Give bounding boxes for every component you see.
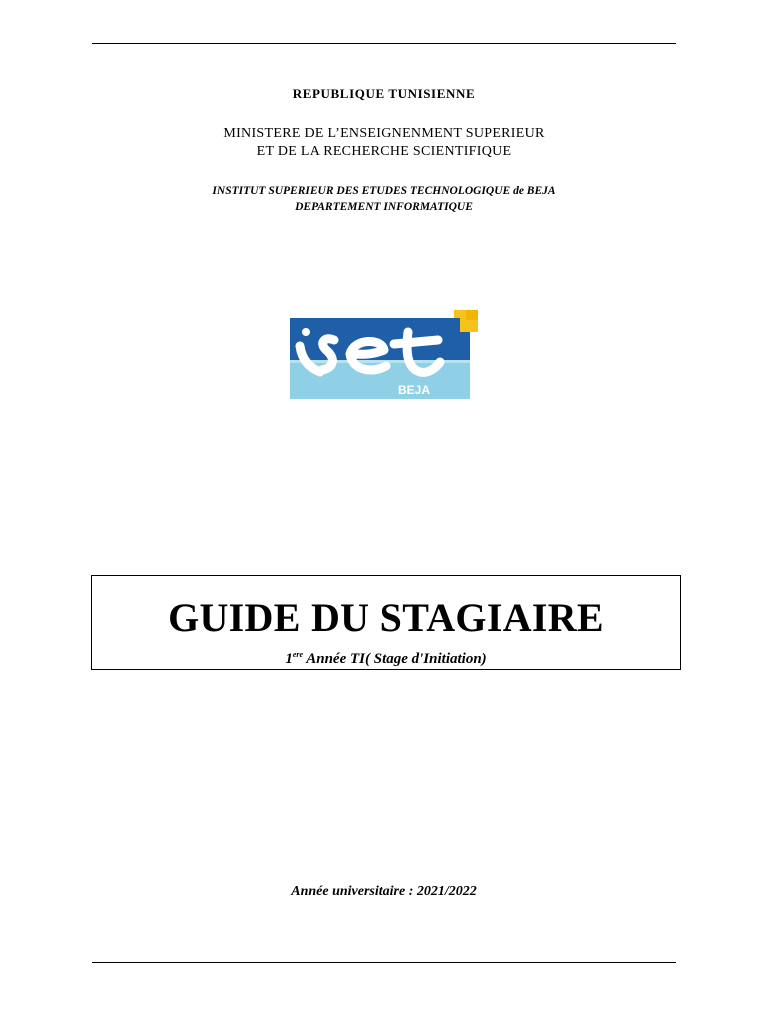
subtitle-year-number: 1 (285, 651, 293, 667)
institute-heading (0, 183, 768, 215)
ministry-line-2: ET DE LA RECHERCHE SCIENTIFIQUE (256, 144, 512, 159)
academic-year: Année universitaire : 2021/2022 (291, 884, 477, 899)
document-subtitle (92, 650, 680, 668)
iset-logo-graphic (290, 310, 478, 399)
department-line: DEPARTEMENT INFORMATIQUE (295, 201, 473, 213)
document-title: GUIDE DU STAGIAIRE (168, 595, 604, 640)
ministry-line-1: MINISTERE DE L’ENSEIGNENMENT SUPERIEUR (223, 126, 545, 141)
title-box (91, 575, 681, 670)
subtitle-superscript: ere (292, 650, 304, 659)
republic-heading: REPUBLIQUE TUNISIENNE (292, 86, 476, 101)
subtitle-text: Année TI( Stage d'Initiation) (303, 651, 487, 667)
institute-line-1: INSTITUT SUPERIEUR DES ETUDES TECHNOLOGIQUE de BEJA (212, 185, 556, 197)
ministry-heading (0, 125, 768, 161)
top-rule (92, 43, 676, 44)
iset-beja-logo (290, 310, 478, 399)
bottom-rule (92, 962, 676, 963)
logo-city-text: BEJA (398, 383, 431, 397)
